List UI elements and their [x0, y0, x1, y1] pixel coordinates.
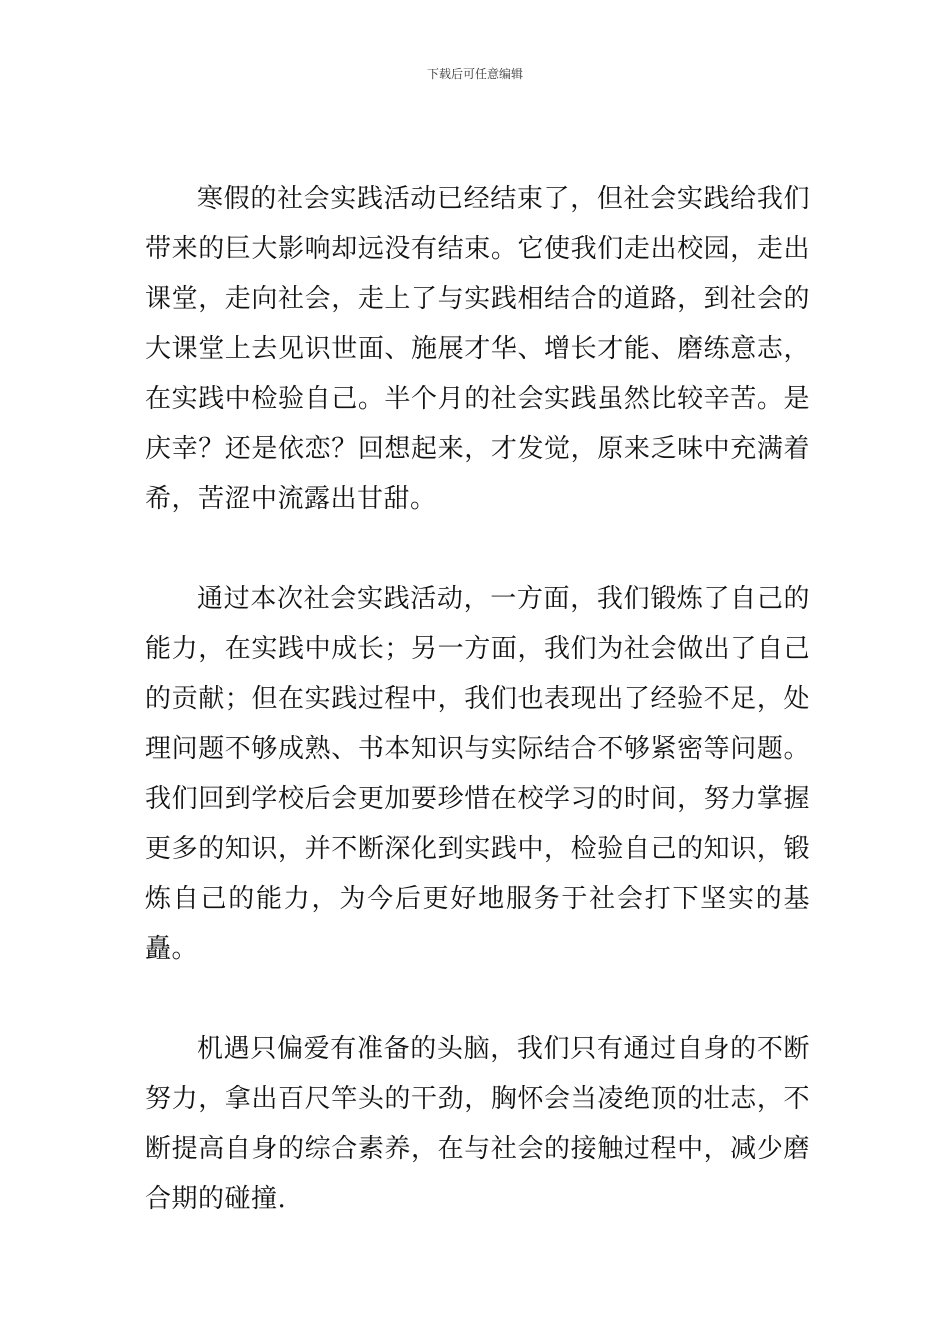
document-body [145, 174, 810, 1224]
paragraph-1: 寒假的社会实践活动已经结束了，但社会实践给我们带来的巨大影响却远没有结束。它使我们走出校园，走出课堂，走向社会，走上了与实践相结合的道路，到社会的大课堂上去见识世面、施展才华、增长才能、磨练意志，在实践中检验自己。半个月的社会实践虽然比较辛苦。是庆幸？还是依恋？回想起来，才发觉，原来乏味中充满着希，苦涩中流露出甘甜。 [145, 184, 810, 514]
paragraph-2: 通过本次社会实践活动，一方面，我们锻炼了自己的能力，在实践中成长；另一方面，我们为社会做出了自己的贡献；但在实践过程中，我们也表现出了经验不足，处理问题不够成熟、书本知识与实际结合不够紧密等问题。我们回到学校后会更加要珍惜在校学习的时间，努力掌握更多的知识，并不断深化到实践中，检验自己的知识，锻炼自己的能力，为今后更好地服务于社会打下坚实的基矗。 [145, 584, 810, 964]
page-header-note: 下载后可任意编辑 [426, 67, 523, 81]
paragraph-3: 机遇只偏爱有准备的头脑，我们只有通过自身的不断努力，拿出百尺竿头的干劲，胸怀会当凌绝顶的壮志，不断提高自身的综合素养，在与社会的接触过程中，减少磨合期的碰撞. [145, 1034, 810, 1214]
